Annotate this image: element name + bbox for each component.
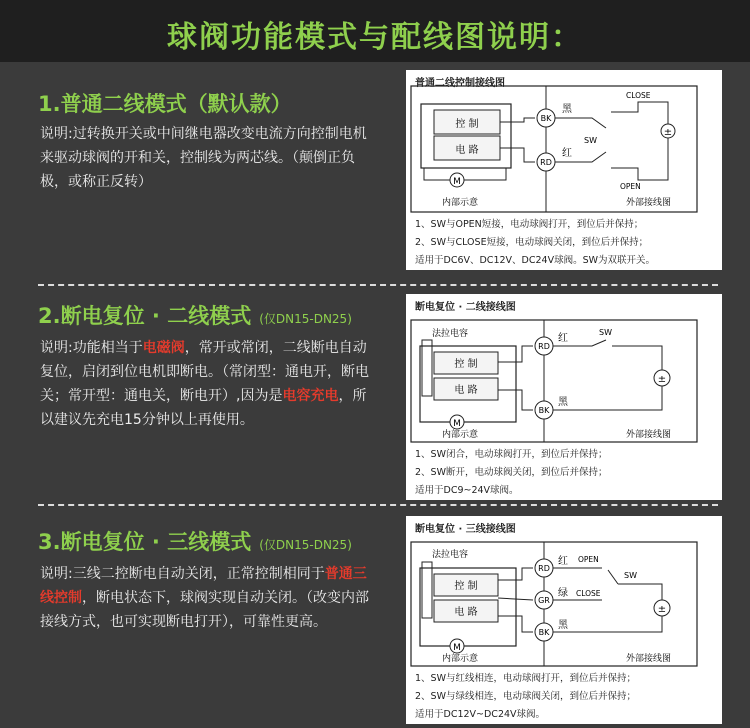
svg-text:±: ± [657, 604, 667, 615]
diagram-3-notes: 1、SW与红线相连，电动球阀打开，到位后并保持； 2、SW与绿线相连，电动球阀关闭，到位后并保持； 适用于DC12V~DC24V球阀。 [415, 673, 636, 720]
description-text: 说明:三线二控断电自动关闭，正常控制相同于 [40, 566, 325, 582]
svg-text:内部示意: 内部示意 [442, 654, 479, 664]
svg-text:外部接线图: 外部接线图 [626, 654, 672, 664]
section-2-title: 2.断电复位 · 二线模式 (仅DN15-DN25) [38, 304, 352, 328]
capacitor-label: 法拉电容 [432, 550, 469, 560]
description-text: ，常开或常闭，二线断电自动复位，启闭到位电机即断电。（常闭型：通电开，断电关；常开型：通电关，断电开）,因为是 [40, 340, 369, 404]
section-1-description [40, 122, 370, 194]
page-title: 球阀功能模式与配线图说明： [167, 20, 583, 55]
section-3-description [40, 562, 370, 634]
diagram-2-notes: 1、SW闭合，电动球阀打开，到位后并保持； 2、SW断开，电动球阀关闭，到位后并保持； 适用于DC9~24V球阀。 [415, 449, 608, 496]
section-divider [38, 504, 718, 506]
svg-text:±: ± [663, 127, 673, 138]
description-text: 说明:功能相当于 [40, 340, 143, 356]
svg-text:RD: RD [538, 564, 550, 573]
svg-text:±: ± [657, 374, 667, 385]
contact-open-label: OPEN [578, 555, 599, 564]
svg-text:电 路: 电 路 [454, 385, 478, 396]
capacitor-label: 法拉电容 [432, 329, 469, 339]
description-text: ，所以建议先充电15分钟以上再使用。 [40, 388, 367, 428]
svg-text:M: M [453, 643, 461, 653]
svg-text:RD: RD [538, 342, 550, 351]
svg-text:控 制: 控 制 [454, 581, 478, 592]
svg-text:BK: BK [540, 114, 552, 123]
switch-label: SW [599, 328, 612, 337]
highlight-text: 电容充电 [282, 388, 339, 404]
svg-text:红: 红 [558, 333, 568, 344]
section-divider [38, 284, 718, 286]
svg-text:绿: 绿 [558, 588, 568, 599]
svg-text:电 路: 电 路 [454, 607, 478, 618]
section-1-diagram-panel [406, 70, 722, 270]
contact-close-label: CLOSE [576, 589, 601, 598]
circuit-label: 电 路 [455, 145, 479, 156]
description-text: 说明:过转换开关或中间继电器改变电流方向控制电机来驱动球阀的开和关，控制线为两芯线。（颠倒正负极，或称正反转） [40, 126, 367, 190]
section-2-description [40, 336, 370, 432]
svg-text:RD: RD [540, 158, 552, 167]
capacitor-icon [422, 340, 432, 396]
section-2-diagram-panel [406, 294, 722, 500]
description-text: ，断电状态下，球阀实现自动关闭。（改变内部接线方式，也可实现断电打开），可靠性更高。 [40, 590, 369, 630]
svg-text:外部接线图: 外部接线图 [626, 430, 672, 440]
svg-text:内部示意: 内部示意 [442, 430, 479, 440]
wire-label-black: 黑 [562, 104, 572, 115]
capacitor-icon [422, 562, 432, 618]
section-3-diagram-panel [406, 516, 722, 724]
highlight-text: 电磁阀 [142, 340, 185, 356]
svg-text:控 制: 控 制 [454, 359, 478, 370]
svg-text:M: M [453, 177, 461, 187]
diagram-1-title: 普通二线控制接线图 [415, 78, 505, 89]
switch-label: SW [584, 136, 597, 145]
highlight-text: 普通三线控制 [40, 566, 367, 606]
switch-label: SW [624, 571, 637, 580]
inner-caption: 内部示意 [442, 198, 479, 208]
diagram-1-notes: 1、SW与OPEN短接，电动球阀打开，到位后并保持； 2、SW与CLOSE短接，电动球阀关闭，到位后并保持； 适用于DC6V、DC12V、DC24V球阀。SW为双联开关。 [415, 219, 655, 266]
svg-text:BK: BK [538, 406, 550, 415]
svg-text:BK: BK [538, 628, 550, 637]
wire-label-red: 红 [562, 148, 572, 159]
svg-text:红: 红 [558, 556, 568, 567]
contact-open-label: OPEN [620, 182, 641, 191]
svg-text:黑: 黑 [558, 620, 568, 631]
control-label: 控 制 [455, 119, 479, 130]
outer-caption: 外部接线图 [626, 198, 672, 208]
page-header [0, 0, 750, 62]
diagram-2-title: 断电复位 · 二线接线图 [415, 302, 516, 313]
contact-close-label: CLOSE [626, 91, 651, 100]
svg-text:M: M [453, 419, 461, 429]
section-1-title: 1.普通二线模式（默认款） [38, 92, 292, 116]
svg-text:黑: 黑 [558, 397, 568, 408]
svg-text:GR: GR [538, 596, 550, 605]
diagram-3-title: 断电复位 · 三线接线图 [415, 524, 516, 535]
section-3-title: 3.断电复位 · 三线模式 (仅DN15-DN25) [38, 530, 352, 554]
